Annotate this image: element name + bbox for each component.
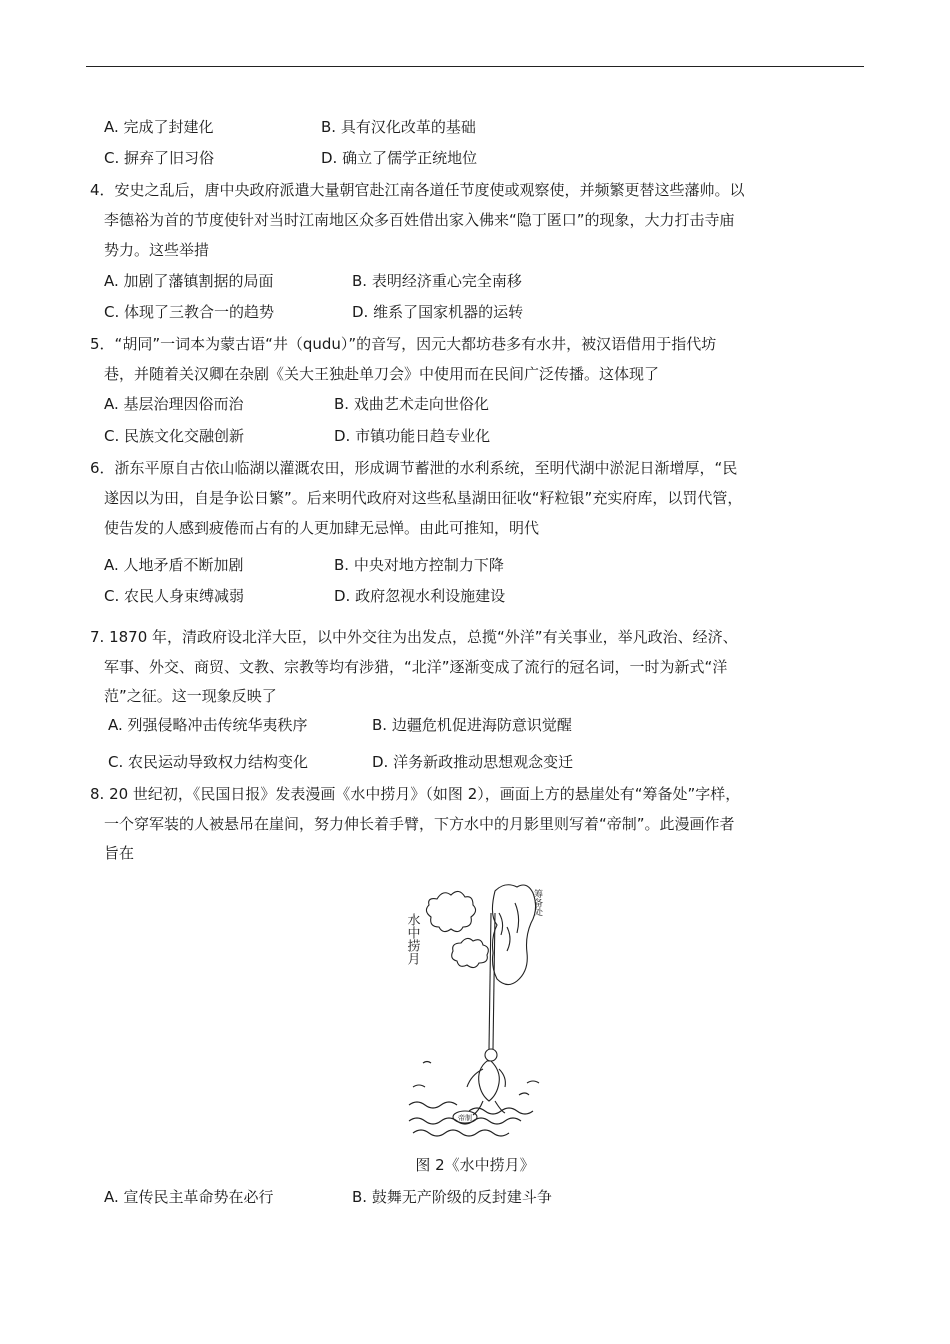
cloud-shape — [426, 891, 475, 931]
q7-stem-line: 7. 1870 年，清政府设北洋大臣，以中外交往为出发点，总揽“外洋”有关事业，举凡政治、经济、 — [90, 628, 738, 646]
q3-option-b[interactable]: B. 具有汉化改革的基础 — [321, 118, 476, 136]
cliff-shape — [492, 885, 535, 985]
cloud-shape — [452, 938, 489, 967]
q4-stem-line: 4．安史之乱后，唐中央政府派遣大量朝官赴江南各道任节度使或观察使，并频繁更替这些藩帅。以 — [90, 181, 745, 199]
q4-stem-line: 势力。这些举措 — [104, 241, 210, 259]
cartoon-title: 水中捞月 — [404, 913, 420, 965]
q5-stem-line: 巷，并随着关汉卿在杂剧《关大王独赴单刀会》中使用而在民间广泛传播。这体现了 — [104, 365, 660, 383]
q5-option-a[interactable]: A. 基层治理因俗而治 — [104, 395, 244, 413]
q4-stem-line: 李德裕为首的节度使针对当时江南地区众多百姓借出家入佛来“隐丁匿口”的现象，大力打击寺庙 — [104, 211, 735, 229]
cartoon-sign: 筹备处 — [532, 889, 542, 916]
q6-stem-line: 使告发的人感到疲倦而占有的人更加肆无忌惮。由此可推知，明代 — [104, 519, 540, 537]
q5-option-b[interactable]: B. 戏曲艺术走向世俗化 — [334, 395, 489, 413]
q6-option-b[interactable]: B. 中央对地方控制力下降 — [334, 556, 504, 574]
q4-option-c[interactable]: C. 体现了三教合一的趋势 — [104, 303, 275, 321]
rope-shape — [489, 913, 491, 1049]
q8-option-a[interactable]: A. 宣传民主革命势在必行 — [104, 1188, 274, 1206]
q3-option-a[interactable]: A. 完成了封建化 — [104, 118, 214, 136]
q5-option-d[interactable]: D. 市镇功能日趋专业化 — [334, 427, 491, 445]
q4-option-d[interactable]: D. 维系了国家机器的运转 — [352, 303, 524, 321]
q7-option-d[interactable]: D. 洋务新政推动思想观念变迁 — [372, 753, 574, 771]
q8-stem-line: 一个穿军装的人被悬吊在崖间，努力伸长着手臂，下方水中的月影里则写着“帝制”。此漫画作者 — [104, 815, 735, 833]
q7-option-a[interactable]: A. 列强侵略冲击传统华夷秩序 — [108, 716, 308, 734]
cartoon-figure — [403, 873, 549, 1143]
q6-stem-line: 6．浙东平原自古依山临湖以灌溉农田，形成调节蓄泄的水利系统，至明代湖中淤泥日渐增厚，“民 — [90, 459, 738, 477]
q8-option-b[interactable]: B. 鼓舞无产阶级的反封建斗争 — [352, 1188, 552, 1206]
q3-option-d[interactable]: D. 确立了儒学正统地位 — [321, 149, 478, 167]
q7-option-b[interactable]: B. 边疆危机促进海防意识觉醒 — [372, 716, 572, 734]
q3-option-c[interactable]: C. 摒弃了旧习俗 — [104, 149, 215, 167]
q6-option-a[interactable]: A. 人地矛盾不断加剧 — [104, 556, 244, 574]
soldier-body — [479, 1061, 500, 1101]
q4-option-a[interactable]: A. 加剧了藩镇割据的局面 — [104, 272, 274, 290]
q7-option-c[interactable]: C. 农民运动导致权力结构变化 — [108, 753, 309, 771]
q6-option-d[interactable]: D. 政府忽视水利设施建设 — [334, 587, 506, 605]
figure-caption: 图 2《水中捞月》 — [415, 1156, 535, 1174]
q6-stem-line: 遂因以为田，自是争讼日繁”。后来明代政府对这些私垦湖田征收“籽粒银”充实府库，以罚代管， — [104, 489, 743, 507]
cartoon-moon-text: 帝制 — [458, 1114, 472, 1122]
q8-stem-line: 8. 20 世纪初，《民国日报》发表漫画《水中捞月》（如图 2），画面上方的悬崖处有“筹备处”字样， — [90, 785, 741, 803]
q8-stem-line: 旨在 — [104, 844, 135, 862]
q4-option-b[interactable]: B. 表明经济重心完全南移 — [352, 272, 522, 290]
header-rule — [86, 66, 864, 67]
q7-stem-line: 范”之征。这一现象反映了 — [104, 687, 277, 705]
q5-option-c[interactable]: C. 民族文化交融创新 — [104, 427, 245, 445]
soldier-head — [485, 1049, 497, 1061]
q5-stem-line: 5．“胡同”一词本为蒙古语“井（qudu）”的音写，因元大都坊巷多有水井，被汉语借用于指代坊 — [90, 335, 717, 353]
q6-option-c[interactable]: C. 农民人身束缚减弱 — [104, 587, 245, 605]
q7-stem-line: 军事、外交、商贸、文教、宗教等均有涉猎，“北洋”逐渐变成了流行的冠名词，一时为新式“洋 — [104, 658, 728, 676]
